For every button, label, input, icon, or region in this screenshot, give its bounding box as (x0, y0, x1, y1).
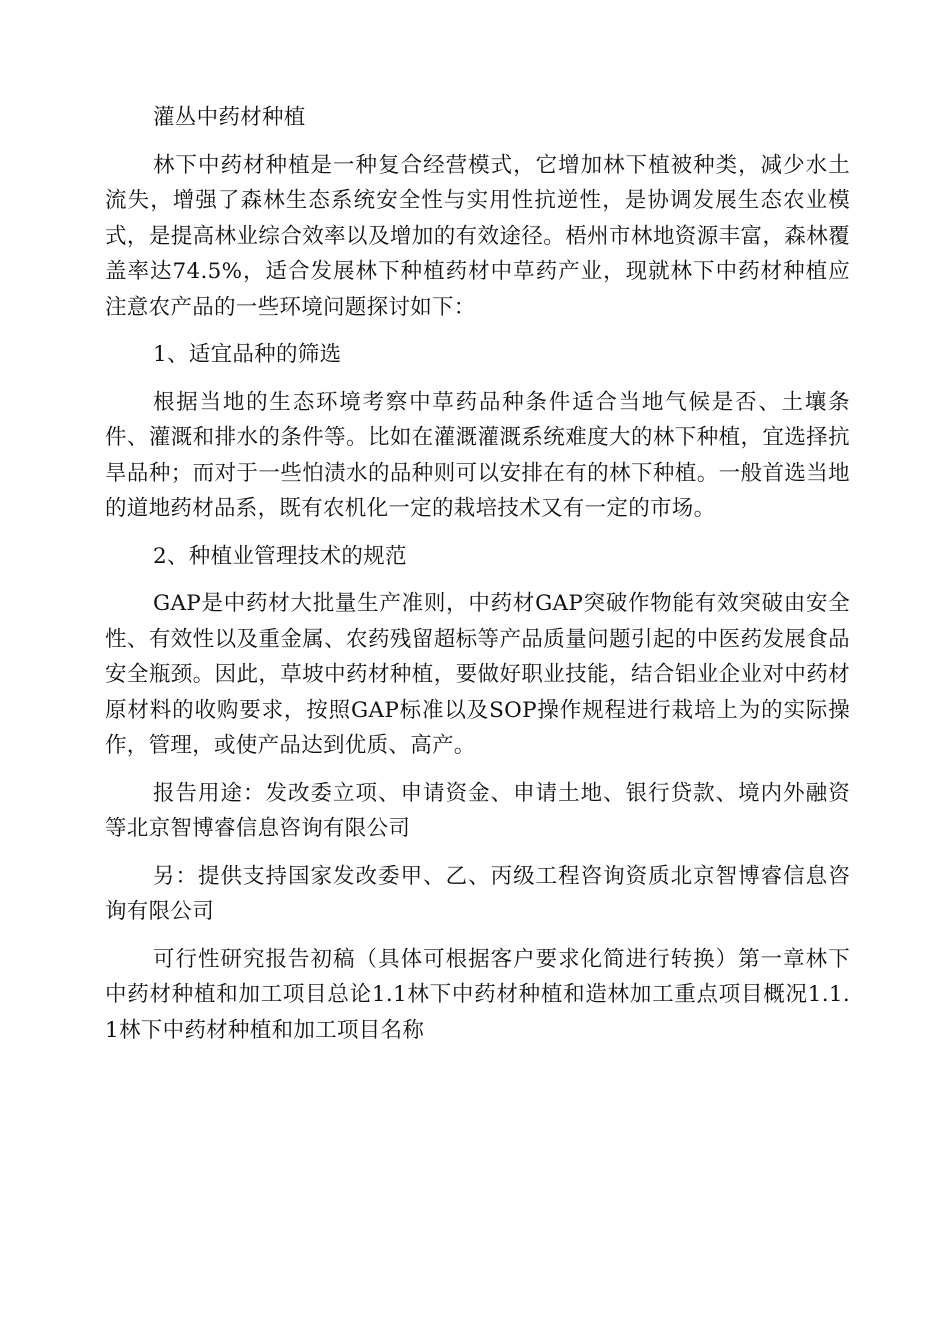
gap-paragraph: GAP是中药材大批量生产准则，中药材GAP突破作物能有效突破由安全性、有效性以及重金属、农药残留超标等产品质量问题引起的中医药发展食品安全瓶颈。因此，草坡中药材种植，要做好职业技能，结合铝业企业对中药材原材料的收购要求，按照GAP标准以及SOP操作规程进行栽培上为的实际操作，管理，或使产品达到优质、高产。 (105, 591, 850, 758)
report-usage-paragraph: 报告用途：发改委立项、申请资金、申请土地、银行贷款、境内外融资等北京智博睿信息咨询有限公司 (105, 780, 850, 841)
qualification-paragraph: 另：提供支持国家发改委甲、乙、丙级工程咨询资质北京智博睿信息咨询有限公司 (105, 863, 850, 924)
feasibility-report-paragraph: 可行性研究报告初稿（具体可根据客户要求化简进行转换）第一章林下中药材种植和加工项目总论1.1林下中药材种植和造林加工重点项目概况1.1.1林下中药材种植和加工项目名称 (105, 946, 850, 1043)
intro-paragraph: 林下中药材种植是一种复合经营模式，它增加林下植被种类，减少水土流失，增强了森林生态系统安全性与实用性抗逆性，是协调发展生态农业模式，是提高林业综合效率以及增加的有效途径。梧州市林地资源丰富，森林覆盖率达74.5%，适合发展林下种植药材中草药产业，现就林下中药材种植应注意农产品的一些环境问题探讨如下： (105, 152, 850, 320)
section-title-shrub-herbs: 灌丛中药材种植 (153, 105, 306, 130)
variety-selection-paragraph: 根据当地的生态环境考察中草药品种条件适合当地气候是否、土壤条件、灌溉和排水的条件等。比如在灌溉灌溉系统难度大的林下种植，宜选择抗旱品种；而对于一些怕渍水的品种则可以安排在有的林下种植。一般首选当地的道地药材品系，既有农机化一定的栽培技术又有一定的市场。 (105, 389, 850, 521)
section-heading-variety-selection: 1、适宜品种的筛选 (153, 342, 342, 367)
section-heading-management-standards: 2、种植业管理技术的规范 (153, 543, 407, 569)
